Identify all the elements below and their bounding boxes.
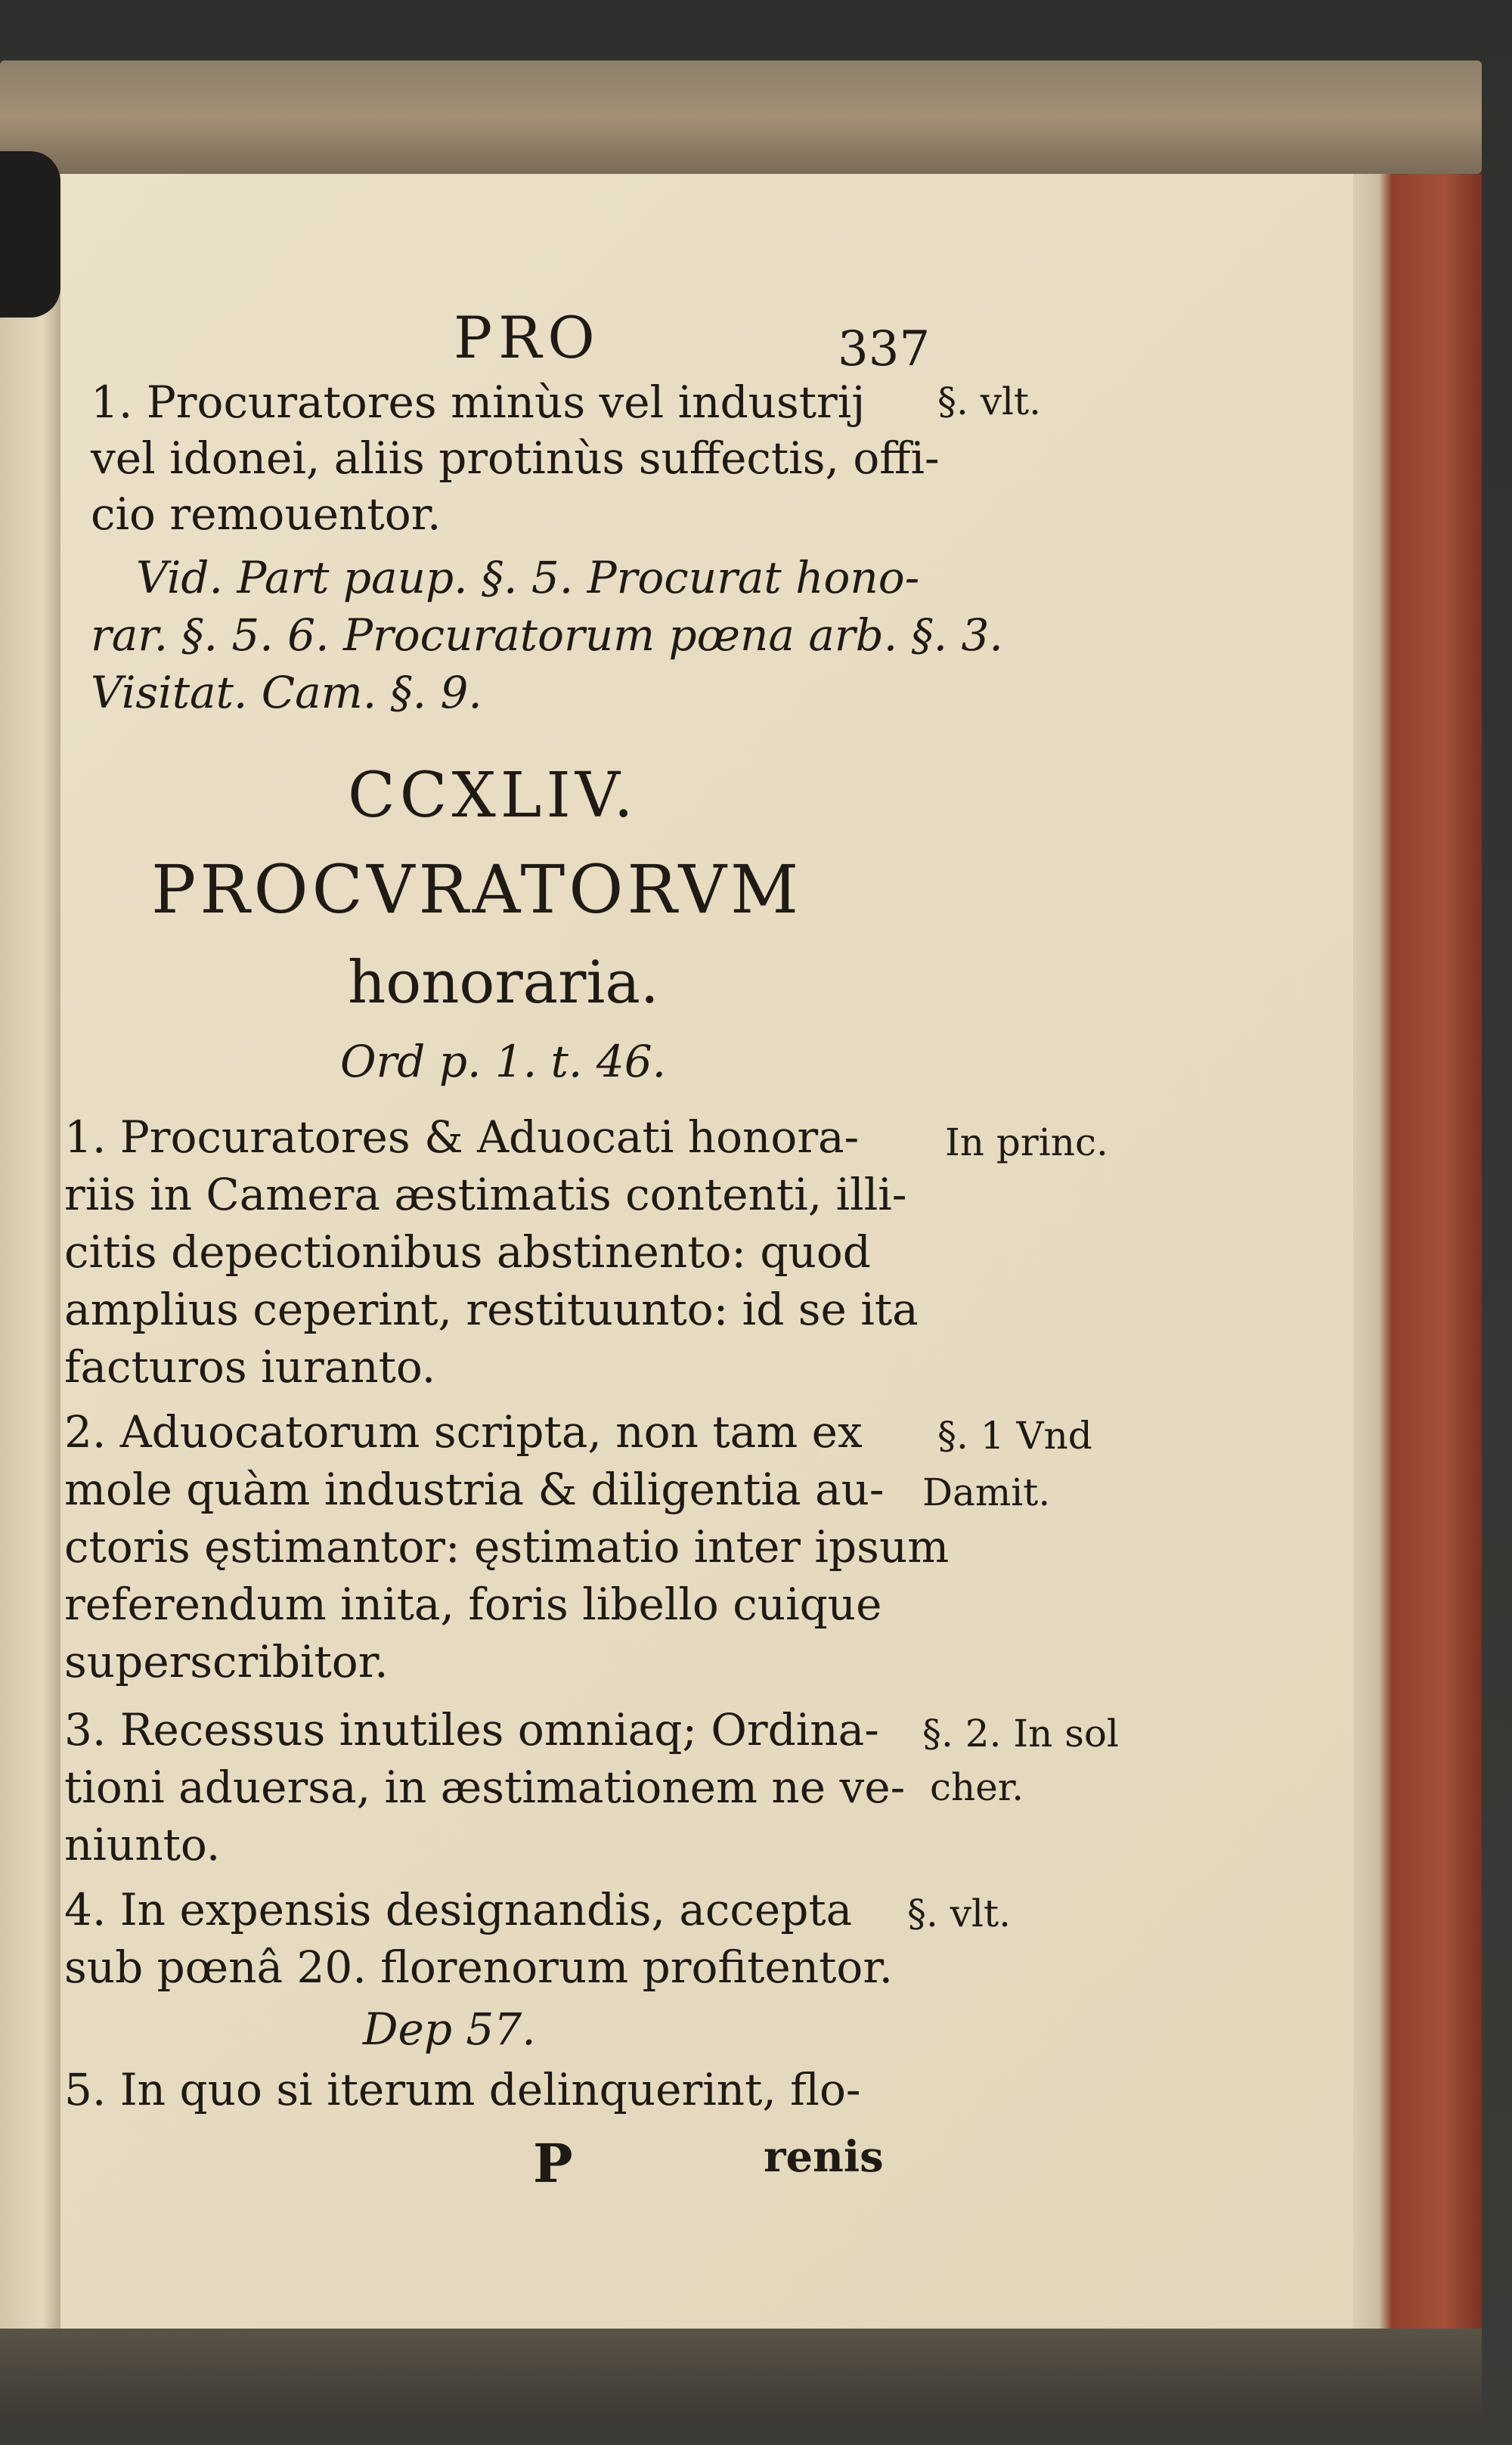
margin-note-3a: §. 2. In sol — [922, 1712, 1119, 1756]
section-number: CCXLIV. — [348, 760, 638, 832]
para3-line-3: niunto. — [64, 1819, 221, 1870]
para4-line-1: 4. In expensis designandis, accepta — [64, 1884, 853, 1935]
para2-line-4: referendum inita, foris libello cuique — [64, 1579, 882, 1630]
para2-line-5: superscribitor. — [64, 1636, 389, 1687]
prev-line-1: 1. Procuratores minùs vel industrij — [91, 377, 866, 428]
prev-line-4: Vid. Part paup. §. 5. Procurat hono- — [136, 552, 920, 603]
facing-page-edge — [0, 174, 60, 2329]
para3-line-1: 3. Recessus inutiles omniaq; Ordina- — [64, 1704, 879, 1756]
book-binding — [0, 151, 60, 318]
page-block-edge — [1353, 174, 1482, 2366]
running-head: PRO — [454, 304, 601, 371]
para1-line-1: 1. Procuratores & Aduocati honora- — [64, 1111, 860, 1163]
para1-line-5: facturos iuranto. — [64, 1341, 436, 1393]
para5-line-1: 5. In quo si iterum delinquerint, flo- — [64, 2064, 861, 2115]
para4-line-2: sub pœnâ 20. florenorum profitentor. — [64, 1941, 894, 1993]
ordinance-reference: Ord p. 1. t. 46. — [340, 1036, 667, 1087]
para2-line-2: mole quàm industria & diligentia au- — [64, 1464, 885, 1515]
book-top-edge — [0, 60, 1482, 174]
para3-line-2: tioni aduersa, in æstimationem ne ve- — [64, 1762, 906, 1813]
prev-line-2: vel idonei, aliis protinùs suffectis, offi- — [91, 432, 940, 484]
prev-line-5: rar. §. 5. 6. Procuratorum pœna arb. §. 3. — [91, 609, 1003, 661]
section-title: PROCVRATORVM — [151, 851, 803, 928]
margin-note-2a: §. 1 Vnd — [937, 1414, 1092, 1458]
prev-line-6: Visitat. Cam. §. 9. — [91, 667, 482, 718]
margin-note-prev: §. vlt. — [937, 380, 1042, 423]
catchword: renis — [764, 2132, 884, 2182]
margin-note-2b: Damit. — [922, 1470, 1051, 1514]
para1-line-4: amplius ceperint, restituunto: id se ita — [64, 1284, 919, 1335]
para2-line-3: ctoris ęstimantor: ęstimatio inter ipsum — [64, 1521, 950, 1573]
para1-line-3: citis depectionibus abstinento: quod — [64, 1226, 871, 1278]
signature-mark: P — [533, 2132, 573, 2195]
para2-line-1: 2. Aduocatorum scripta, non tam ex — [64, 1406, 863, 1458]
page-number: 337 — [838, 321, 931, 377]
prev-line-3: cio remouentor. — [91, 488, 442, 540]
margin-note-1: In princ. — [945, 1120, 1108, 1164]
margin-note-4: §. vlt. — [907, 1892, 1012, 1935]
book-bottom-edge — [0, 2329, 1482, 2419]
margin-note-3b: cher. — [930, 1765, 1024, 1809]
section-subtitle: honoraria. — [348, 949, 659, 1017]
book-page — [60, 174, 1353, 2329]
para1-line-2: riis in Camera æstimatis contenti, illi- — [64, 1169, 907, 1220]
deposition-reference: Dep 57. — [363, 2003, 536, 2055]
